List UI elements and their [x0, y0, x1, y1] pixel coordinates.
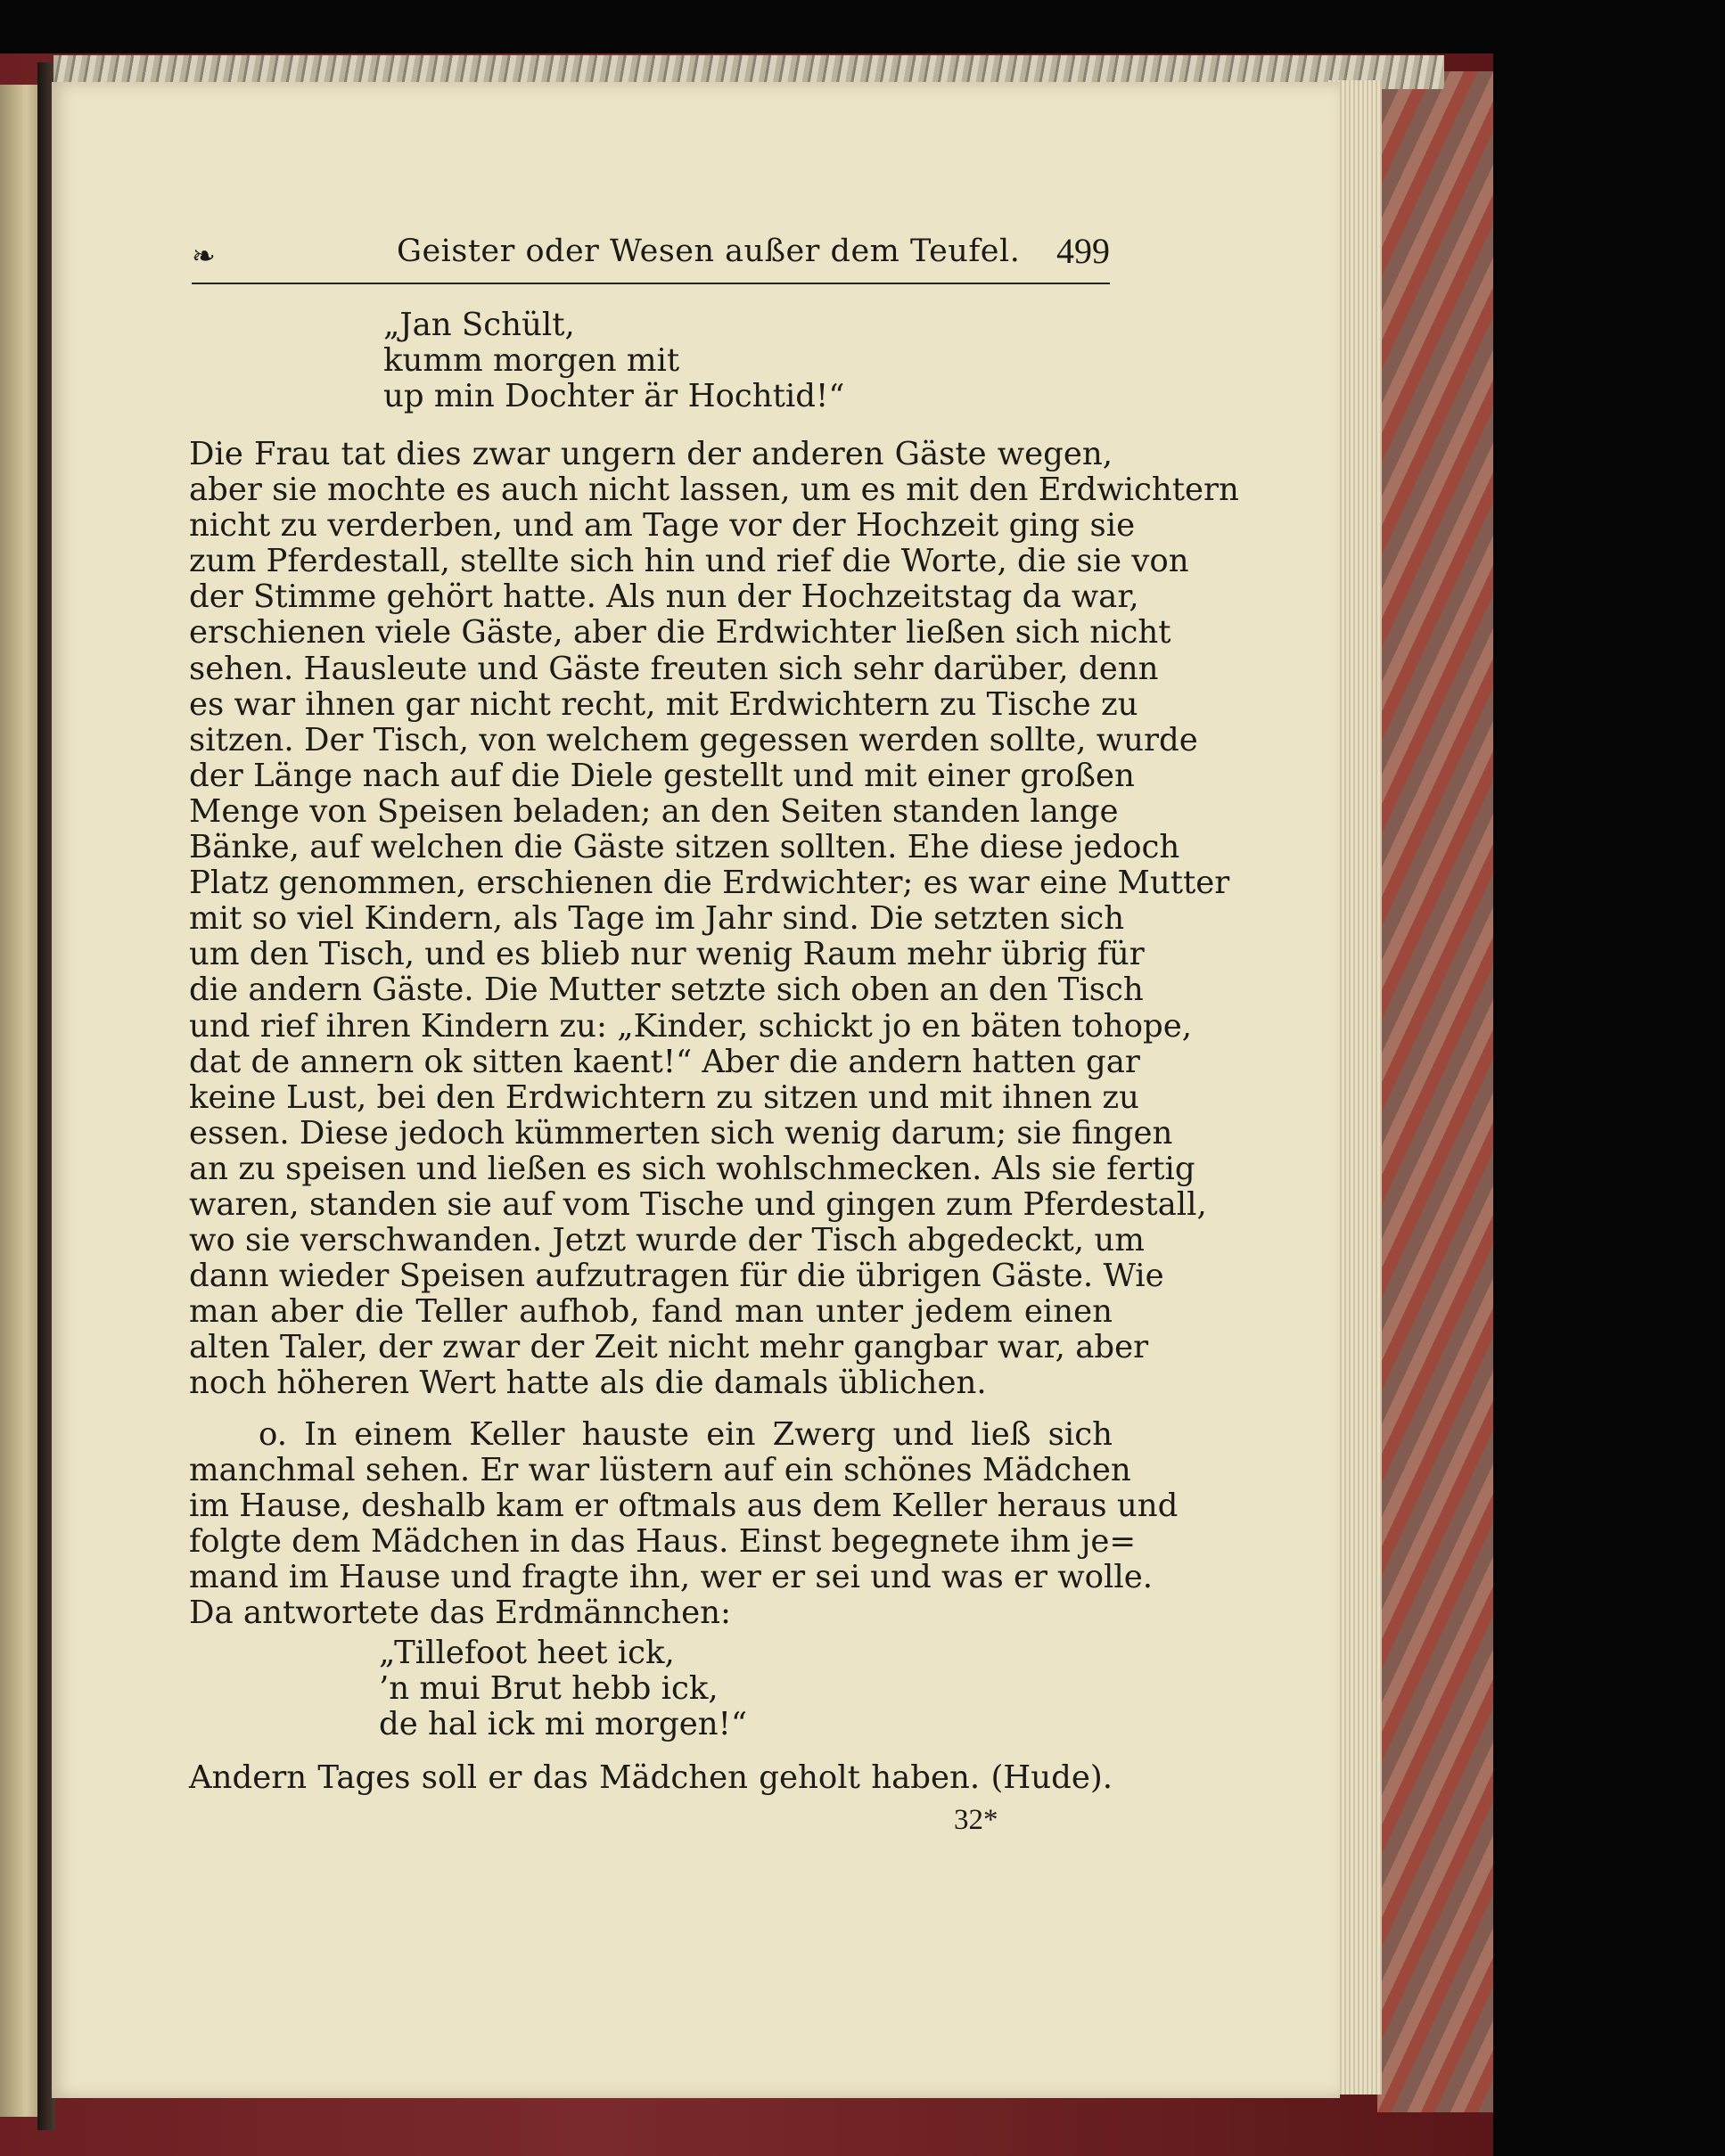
text-line: keine Lust, bei den Erdwichtern zu sitzen und mit ihnen zu — [189, 1078, 1139, 1116]
text-line: Die Frau tat dies zwar ungern der anderen Gäste wegen, — [189, 436, 1113, 472]
text-line: sitzen. Der Tisch, von welchem gegessen werden sollte, wurde — [189, 721, 1198, 758]
text-line: o. In einem Keller hauste ein Zwerg und ließ sich — [259, 1416, 1113, 1453]
text-line: Menge von Speisen beladen; an den Seiten standen lange — [189, 792, 1119, 830]
text-line: folgte dem Mädchen in das Haus. Einst begegnete ihm je= — [189, 1523, 1137, 1561]
text-line: der Stimme gehört hatte. Als nun der Hochzeitstag da war, — [189, 578, 1139, 616]
text-line: wo sie verschwanden. Jetzt wurde der Tisch abgedeckt, um — [189, 1222, 1145, 1259]
verse-line: de hal ick mi morgen!“ — [379, 1706, 748, 1743]
text-line: aber sie mochte es auch nicht lassen, um es mit den Erdwichtern — [189, 471, 1239, 509]
text-line: dann wieder Speisen aufzutragen für die übrigen Gäste. Wie — [189, 1258, 1164, 1295]
text-line: zum Pferdestall, stellte sich hin und rief die Worte, die sie von — [189, 543, 1189, 580]
text-line: im Hause, deshalb kam er oftmals aus dem Keller heraus und — [189, 1488, 1179, 1525]
marbled-edge — [1377, 71, 1493, 2112]
ornament-icon: ❧ — [192, 239, 216, 273]
text-line: alten Taler, der zwar der Zeit nicht mehr gangbar war, aber — [189, 1329, 1149, 1366]
verse-line: „Tillefoot heet ick, — [379, 1635, 675, 1671]
verse-line: up min Dochter är Hochtid!“ — [383, 378, 845, 415]
text-line: es war ihnen gar nicht recht, mit Erdwichtern zu Tische zu — [189, 685, 1138, 723]
text-line: essen. Diese jedoch kümmerten sich wenig darum; sie fingen — [189, 1114, 1173, 1152]
text-line: man aber die Teller aufhob, fand man unter jedem einen — [189, 1293, 1113, 1331]
paragraph-zwerg — [189, 1416, 1179, 1632]
text-line: die andern Gäste. Die Mutter setzte sich oben an den Tisch — [189, 971, 1144, 1009]
verse-tillefoot — [379, 1635, 1092, 1742]
text-line: Da antwortete das Erdmännchen: — [189, 1594, 731, 1632]
text-line: der Länge nach auf die Diele gestellt und mit einer großen — [189, 757, 1135, 794]
verse-line: ’n mui Brut hebb ick, — [379, 1670, 719, 1708]
text-line: um den Tisch, und es blieb nur wenig Raum mehr übrig für — [189, 936, 1145, 973]
text-line: manchmal sehen. Er war lüstern auf ein schönes Mädchen — [189, 1452, 1131, 1489]
text-line: Andern Tages soll er das Mädchen geholt haben. (Hude). — [189, 1759, 1113, 1796]
page-header — [192, 230, 1110, 283]
text-line: nicht zu verderben, und am Tage vor der Hochzeit ging sie — [189, 507, 1136, 545]
verse-line: „Jan Schült, — [383, 307, 575, 343]
text-line: dat de annern ok sitten kaent!“ Aber die andern hatten gar — [189, 1043, 1140, 1080]
header-rule — [192, 283, 1110, 284]
text-line: noch höheren Wert hatte als die damals üblichen. — [189, 1365, 987, 1402]
text-line: Bänke, auf welchen die Gäste sitzen sollten. Ehe diese jedoch — [189, 829, 1180, 866]
paragraph-wedding — [189, 436, 1239, 1402]
text-line: an zu speisen und ließen es sich wohlschmecken. Als sie fertig — [189, 1150, 1195, 1187]
text-line: Platz genommen, erschienen die Erdwichter; es war eine Mutter — [189, 865, 1230, 902]
running-head: Geister oder Wesen außer dem Teufel. — [397, 234, 1021, 269]
verse-jan-schuelt — [383, 307, 1097, 414]
text-line: waren, standen sie auf vom Tische und gingen zum Pferdestall, — [189, 1185, 1207, 1223]
text-line: und rief ihren Kindern zu: „Kinder, schickt jo en bäten tohope, — [189, 1007, 1193, 1045]
printer-signature: 32* — [954, 1804, 998, 1836]
text-line: mand im Hause und fragte ihn, wer er sei und was er wolle. — [189, 1559, 1154, 1596]
text-line: erschienen viele Gäste, aber die Erdwichter ließen sich nicht — [189, 614, 1171, 652]
text-line: sehen. Hausleute und Gäste freuten sich sehr darüber, denn — [189, 650, 1159, 687]
page-number: 499 — [1056, 231, 1110, 271]
left-page-edge — [0, 85, 37, 2117]
verse-line: kumm morgen mit — [383, 342, 680, 380]
text-line: mit so viel Kindern, als Tage im Jahr sind. Die setzten sich — [189, 900, 1125, 938]
closing-paragraph — [189, 1760, 1113, 1796]
